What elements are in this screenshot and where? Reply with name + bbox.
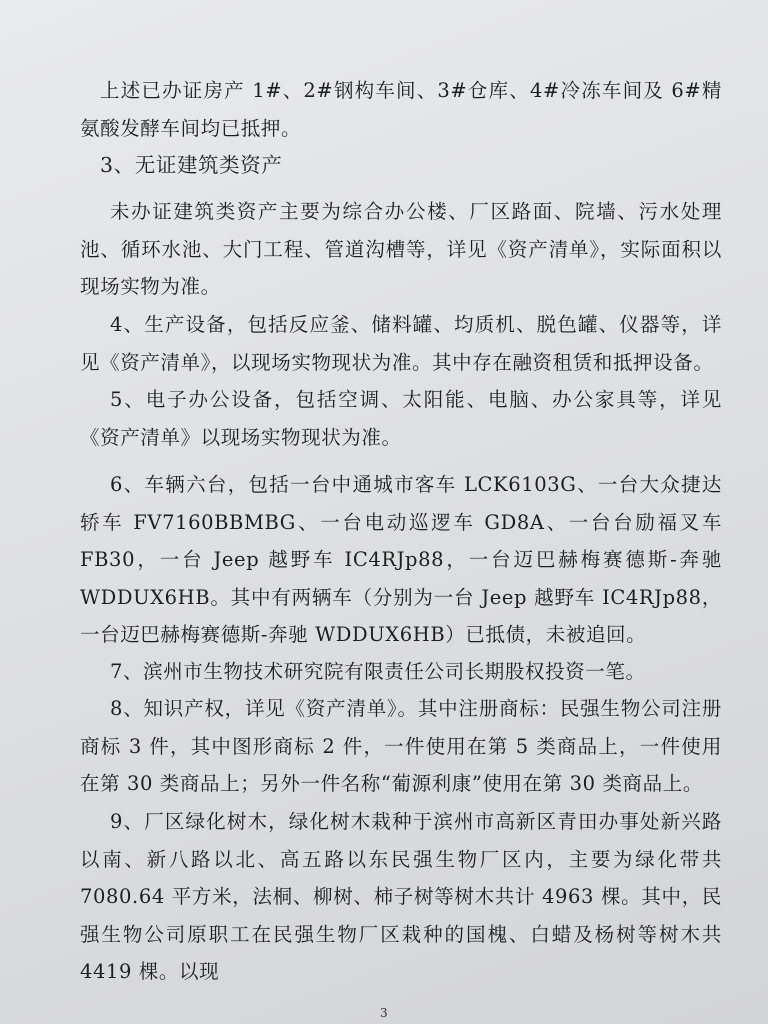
paragraph-vehicles: 6、车辆六台，包括一台中通城市客车 LCK6103G、一台大众捷达轿车 FV7160BBMBG、一台电动巡逻车 GD8A、一台台励福叉车 FB30，一台 Jeep 越野车 IC4RJp88，一台迈巴赫梅赛德斯-奔驰 WDDUX6HB。其中有两辆车（分别为一台 Jeep 越野车 IC4RJp88，一台迈巴赫梅赛德斯-奔驰 WDDUX6HB）已抵债，未被追回。: [80, 473, 722, 646]
paragraph-office-equipment: 5、电子办公设备，包括空调、太阳能、电脑、办公家具等，详见《资产清单》以现场实物现状为准。: [80, 388, 722, 449]
paragraph-intellectual-property: 8、知识产权，详见《资产清单》。其中注册商标：民强生物公司注册商标 3 件，其中图形商标 2 件，一件使用在第 5 类商品上，一件使用在第 30 类商品上；另外一件名称“葡源利康”使用在第 30 类商品上。: [80, 697, 722, 795]
paragraph-greening-trees: 9、厂区绿化树木，绿化树木栽种于滨州市高新区青田办事处新兴路以南、新八路以北、高五路以东民强生物厂区内，主要为绿化带共 7080.64 平方米，法桐、柳树、柿子树等树木共计 4963 棵。其中，民强生物公司原职工在民强生物厂区栽种的国槐、白蜡及杨树等树木共 4419 棵。以现: [80, 810, 722, 983]
paragraph-equity-investment: 7、滨州市生物技术研究院有限责任公司长期股权投资一笔。: [110, 660, 646, 683]
bleed-through-text: [120, 4, 720, 38]
paragraph-production-equipment: 4、生产设备，包括反应釜、储料罐、均质机、脱色罐、仪器等，详见《资产清单》，以现场实物现状为准。其中存在融资租赁和抵押设备。: [80, 313, 722, 374]
paragraph-unlicensed-buildings: 未办证建筑类资产主要为综合办公楼、厂区路面、院墙、污水处理池、循环水池、大门工程、管道沟槽等，详见《资产清单》，实际面积以现场实物为准。: [80, 200, 722, 298]
page-number: 3: [380, 1006, 388, 1020]
section-heading-unlicensed-buildings: 3、无证建筑类资产: [100, 153, 283, 177]
paragraph-mortgaged-property: 上述已办证房产 1#、2#钢构车间、3#仓库、4#冷冻车间及 6#精氨酸发酵车间均已抵押。: [80, 79, 722, 140]
